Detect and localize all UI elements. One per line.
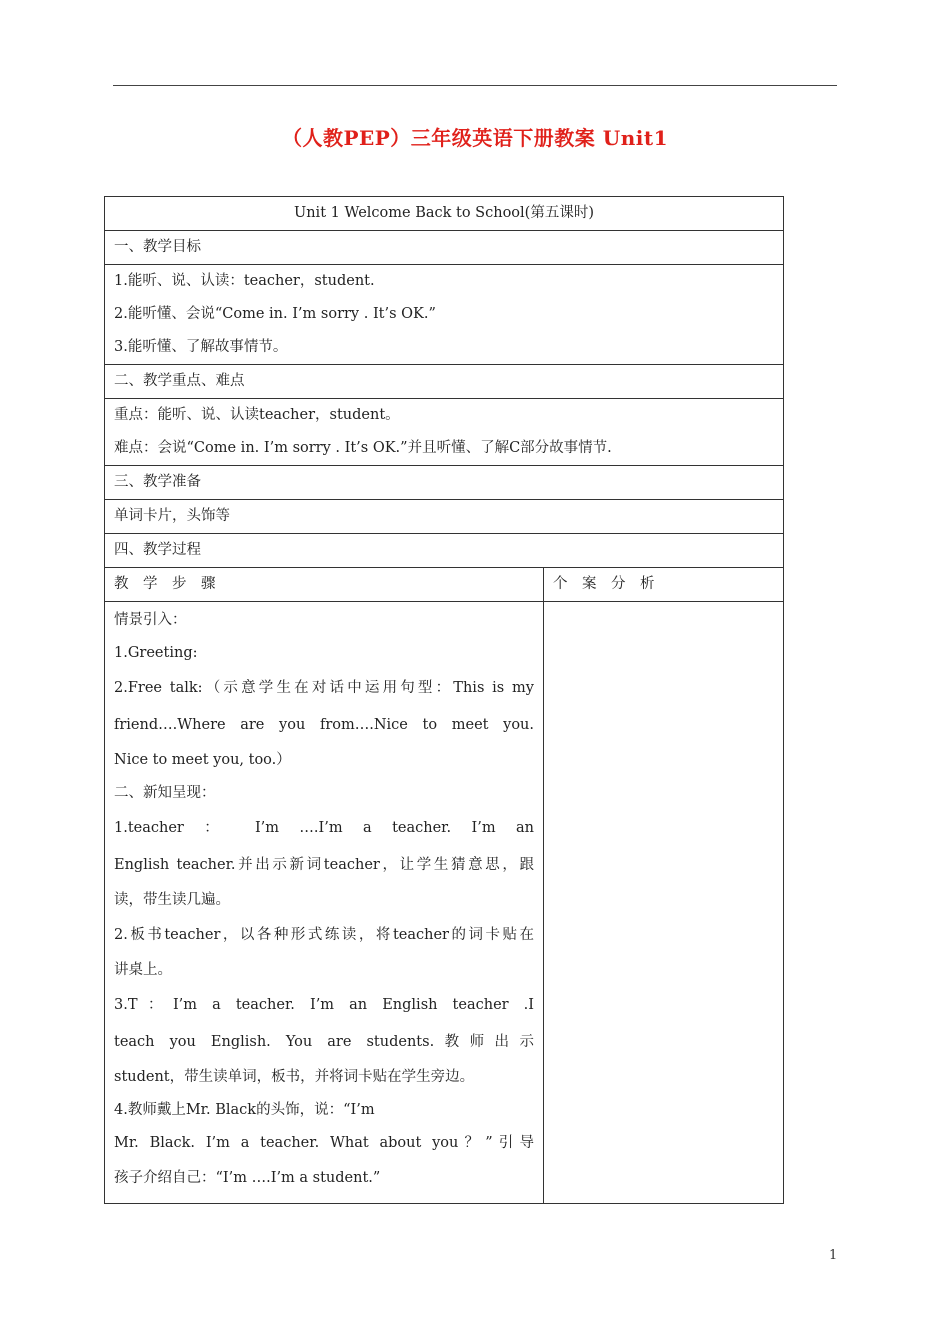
process-line: Nice to meet you, too.） [114, 752, 291, 768]
col-analysis-header: 个 案 分 析 [553, 576, 655, 592]
process-line: 2.板书teacher，以各种形式练读，将teacher的词卡贴在 [114, 927, 534, 943]
process-body-row [105, 601, 783, 1203]
process-line: 读，带生读几遍。 [114, 892, 230, 908]
section4-title: 四、教学过程 [114, 542, 201, 558]
process-line: Mr. Black. I’m a teacher. What about you？”引导 [114, 1135, 534, 1151]
analysis-cell [544, 602, 783, 1203]
lesson-heading: Unit 1 Welcome Back to School(第五课时) [294, 205, 594, 221]
key-points-row [105, 398, 783, 465]
preparation-text: 单词卡片，头饰等 [114, 508, 230, 524]
process-line: friend….Where are you from….Nice to meet you. [114, 717, 534, 733]
process-line: English teacher.并出示新词teacher，让学生猜意思，跟 [114, 857, 534, 873]
page-number: 1 [829, 1248, 838, 1263]
process-line: 4.教师戴上Mr. Black的头饰，说：“I’m [114, 1102, 375, 1118]
process-line: 2.Free talk:（示意学生在对话中运用句型：This is my [114, 680, 534, 696]
col-steps-header: 教 学 步 骤 [114, 576, 216, 592]
section2-row [105, 364, 783, 398]
process-line: 1.Greeting: [114, 645, 198, 661]
section3-title: 三、教学准备 [114, 474, 201, 490]
lesson-heading-row [105, 197, 783, 230]
section1-title: 一、教学目标 [114, 239, 201, 255]
preparation-row [105, 499, 783, 533]
section2-title: 二、教学重点、难点 [114, 373, 245, 389]
process-line: teach you English. You are students.教师出示 [114, 1034, 534, 1050]
lesson-plan-table [104, 196, 784, 1204]
key-point: 重点：能听、说、认读teacher，student。 [114, 407, 400, 423]
process-header-row [105, 567, 783, 601]
process-line: 3.T：I’m a teacher. I’m an English teacher .I [114, 997, 534, 1013]
section1-row [105, 230, 783, 264]
objective-2: 2.能听懂、会说“Come in. I’m sorry . It’s OK.” [114, 306, 436, 322]
section4-row [105, 533, 783, 567]
section3-row [105, 465, 783, 499]
document-title: （人教PEP）三年级英语下册教案 Unit1 [281, 126, 669, 150]
process-line: 1.teacher ： I’m ….I’m a teacher. I’m an [114, 820, 534, 836]
process-line: 二、新知呈现： [114, 785, 216, 801]
objective-1: 1.能听、说、认读：teacher，student. [114, 273, 375, 289]
process-line: student，带生读单词，板书，并将词卡贴在学生旁边。 [114, 1069, 475, 1085]
process-line: 讲桌上。 [114, 962, 172, 978]
header-rule [113, 85, 837, 86]
objectives-row [105, 264, 783, 364]
objective-3: 3.能听懂、了解故事情节。 [114, 339, 288, 355]
difficult-point: 难点：会说“Come in. I’m sorry . It’s OK.”并且听懂、了解C部分故事情节. [114, 440, 612, 456]
process-line: 孩子介绍自己：“I’m ….I’m a student.” [114, 1170, 381, 1186]
process-line: 情景引入： [114, 612, 187, 628]
